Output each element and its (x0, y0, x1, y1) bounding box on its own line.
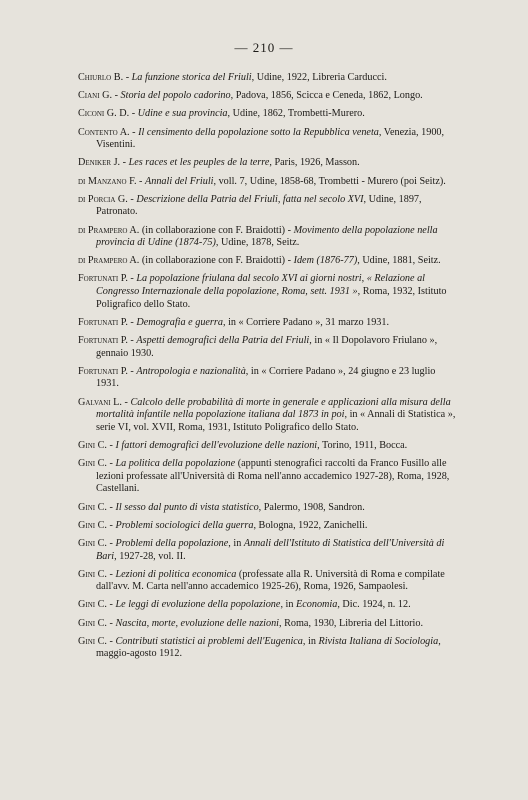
entry-source-title: Economia (296, 599, 338, 611)
entry-author: Deniker J. (78, 157, 121, 169)
page-number: — 210 — (234, 40, 294, 55)
bibliography-entry: Gini C. - Nascita, morte, evoluzione delle nazioni, Roma, 1930, Libreria del Littorio. (78, 617, 424, 629)
bibliography-entry: Gini C. - Il sesso dal punto di vista statistico, Palermo, 1908, Sandron. (78, 501, 365, 513)
entry-details: , in « Corriere Padano », 31 marzo 1931. (222, 316, 390, 328)
bibliography-list (78, 72, 456, 667)
entry-author: di Prampero A. (78, 255, 140, 267)
entry-details: , Paris, 1926, Masson. (269, 157, 360, 169)
entry-details: , in « Corriere Padano », 24 giugno e 23 luglio 1931. (96, 365, 436, 390)
bibliography-entry: Gini C. - Contributi statistici ai problemi dell'Eugenica, in Rivista Italiana di Sociologia, maggio-agosto 1912. (78, 635, 441, 660)
entry-author: Ciconi G. D. (78, 108, 130, 120)
bibliography-entry: Fortunati P. - La popolazione friulana dal secolo XVI ai giorni nostri, « Relazione al Congresso Internazionale della popolazione, Roma, sett. 1931 », Roma, 1932, Istituto Poligrafico dello Stato. (78, 273, 447, 310)
entry-title: Contributi statistici ai problemi dell'Eugenica (115, 635, 303, 647)
entry-title: Calcolo delle probabilità di morte in generale e applicazioni alla misura della mortalità infantile nella popolazione italiana dal 1873 in poi (96, 396, 451, 421)
bibliography-entry: Gini C. - Le leggi di evoluzione della popolazione, in Economia, Dic. 1924, n. 12. (78, 599, 411, 611)
entry-author: Gini C. (78, 501, 107, 513)
entry-title: I fattori demografici dell'evoluzione delle nazioni (115, 439, 318, 451)
entry-title: Lezioni di politica economica (115, 568, 237, 580)
bibliography-entry: Fortunati P. - Demografia e guerra, in « Corriere Padano », 31 marzo 1931. (78, 316, 390, 328)
entry-details: , in (228, 537, 244, 549)
entry-title: Aspetti demografici della Patria del Friuli (136, 335, 310, 347)
entry-details: , Roma, 1932, Istituto Poligrafico dello Stato. (96, 286, 447, 310)
entry-title: Storia del popolo cadorino (120, 90, 231, 102)
entry-title: La popolazione friulana dal secolo XVI ai giorni nostri, « Relazione al Congresso Internazionale della popolazione, Roma, sett. 1931 » (96, 273, 426, 298)
entry-author: Gini C. (78, 458, 107, 470)
bibliography-entry (78, 225, 456, 250)
bibliography-entry: Deniker J. - Les races et les peuples de la terre, Paris, 1926, Masson. (78, 157, 360, 169)
bibliography-entry: Ciani G. - Storia del popolo cadorino, Padova, 1856, Scicca e Ceneda, 1862, Longo. (78, 90, 423, 102)
entry-details: (appunti stenografici raccolti da Franco Fusillo alle lezioni professate all'Università di Roma nell'anno accademico 1927-28), Roma, 1928, Castellani. (96, 458, 450, 495)
bibliography-entry: Galvani L. - Calcolo delle probabilità di morte in generale e applicazioni alla misura della mortalità infantile nella popolazione italiana dal 1873 in poi, in « Annali di Statistica », serie VI, vol. XVII, Roma, 1931, Istituto Poligrafico dello Stato. (78, 396, 456, 433)
bibliography-entry: Gini C. - La politica della popolazione (appunti stenografici raccolti da Franco Fusillo alle lezioni professate all'Università di Roma nell'anno accademico 1927-28), Roma, 1928, Castellani. (78, 458, 450, 495)
entry-details: , Padova, 1856, Scicca e Ceneda, 1862, Longo. (230, 90, 423, 102)
entry-author: Fortunati P. (78, 365, 128, 377)
entry-author: Gini C. (78, 599, 107, 611)
entry-title: Idem (1876-77) (293, 255, 358, 267)
entry-title: Demografia e guerra (136, 316, 223, 328)
bibliography-entry: Fortunati P. - Aspetti demografici della Patria del Friuli, in « Il Dopolavoro Friulano », gennaio 1930. (78, 335, 438, 359)
entry-title: Descrizione della Patria del Friuli, fatta nel secolo XVI (136, 193, 364, 205)
entry-source-details: , 1927-28, vol. II. (114, 550, 186, 562)
entry-author: di Porcia G. (78, 193, 128, 205)
entry-title: Les races et les peuples de la terre (128, 157, 270, 169)
entry-note: (in collaborazione con F. Braidotti) - (139, 224, 294, 236)
bibliography-entry: di Porcia G. - Descrizione della Patria del Friuli, fatta nel secolo XVI, Udine, 1897, Patronato. (78, 193, 422, 218)
entry-details: , Udine, 1881, Seitz. (357, 255, 441, 267)
entry-source-details: , maggio-agosto 1912. (96, 635, 441, 660)
entry-author: Fortunati P. (78, 335, 128, 347)
bibliography-entry: Fortunati P. - Antropologia e nazionalità, in « Corriere Padano », 24 giugno e 23 luglio 1931. (78, 365, 436, 390)
entry-details: , Udine, 1897, Patronato. (96, 193, 422, 218)
entry-title: Movimento della popolazione nella provincia di Udine (1874-75) (96, 224, 438, 249)
entry-author: Contento A. (78, 126, 130, 138)
bibliography-entry: Gini C. - I fattori demografici dell'evoluzione delle nazioni, Torino, 1911, Bocca. (78, 439, 408, 451)
entry-details: , Bologna, 1922, Zanichelli. (253, 519, 368, 531)
entry-source-title: Annali dell'Istituto di Statistica dell'Università di Bari (96, 537, 445, 562)
entry-author: di Manzano F. (78, 175, 137, 187)
entry-title: Nascita, morte, evoluzione delle nazioni (115, 617, 280, 629)
entry-author: Fortunati P. (78, 273, 128, 285)
bibliography-entry: Ciconi G. D. - Udine e sua provincia, Udine, 1862, Trombetti-Murero. (78, 108, 365, 120)
entry-author: Chiurlo B. (78, 72, 124, 83)
entry-details: , in (280, 599, 297, 611)
entry-details: , in « Il Dopolavoro Friulano », gennaio 1930. (96, 335, 438, 359)
entry-author: di Prampero A. (78, 224, 140, 236)
entry-title: Annali del Friuli (145, 175, 214, 187)
entry-author: Gini C. (78, 617, 107, 629)
entry-title: Le leggi di evoluzione della popolazione (115, 599, 281, 611)
entry-source-details: , Dic. 1924, n. 12. (337, 599, 411, 611)
bibliography-entry (78, 255, 456, 268)
entry-details: (professate alla R. Università di Roma e compilate dall'avv. M. Carta nell'anno accademico 1925-26), Roma, 1926, Sampaolesi. (96, 568, 445, 593)
entry-title: Il censimento della popolazione sotto la Repubblica veneta (138, 126, 379, 138)
entry-title: La politica della popolazione (115, 458, 236, 470)
entry-author: Gini C. (78, 519, 107, 531)
bibliography-entry: di Manzano F. - Annali del Friuli, voll. 7, Udine, 1858-68, Trombetti - Murero (poi Seitz). (78, 175, 446, 187)
entry-title: Problemi della popolazione (115, 537, 229, 549)
bibliography-entry: Gini C. - Lezioni di politica economica (professate alla R. Università di Roma e compilate dall'avv. M. Carta nell'anno accademico 1925-26), Roma, 1926, Sampaolesi. (78, 568, 445, 593)
entry-details: , voll. 7, Udine, 1858-68, Trombetti - Murero (poi Seitz). (213, 175, 446, 187)
entry-details: , Udine, 1922, Libreria Carducci. (251, 72, 387, 83)
bibliography-entry: Contento A. - Il censimento della popolazione sotto la Repubblica veneta, Venezia, 1900, Visentini. (78, 126, 445, 151)
entry-details: , Palermo, 1908, Sandron. (258, 501, 365, 513)
entry-author: Gini C. (78, 537, 107, 549)
entry-title: La funzione storica del Friuli (131, 72, 252, 83)
entry-author: Gini C. (78, 439, 107, 451)
entry-author: Galvani L. (78, 396, 122, 408)
entry-details: , Udine, 1878, Seitz. (215, 237, 300, 249)
entry-title: Udine e sua provincia (137, 108, 228, 120)
entry-note: (in collaborazione con F. Braidotti) - (139, 255, 294, 267)
entry-title: Il sesso dal punto di vista statistico (115, 501, 259, 513)
entry-details: , in « Annali di Statistica », serie VI, vol. XVII, Roma, 1931, Istituto Poligrafico dello Stato. (96, 409, 456, 433)
entry-author: Gini C. (78, 635, 107, 647)
entry-details: , Roma, 1930, Libreria del Littorio. (279, 617, 424, 629)
bibliography-entry: Gini C. - Problemi della popolazione, in Annali dell'Istituto di Statistica dell'Università di Bari, 1927-28, vol. II. (78, 537, 445, 562)
entry-details: , Venezia, 1900, Visentini. (96, 126, 445, 151)
entry-details: , in (302, 635, 319, 647)
entry-author: Fortunati P. (78, 316, 128, 328)
entry-title: Antropologia e nazionalità (136, 365, 246, 377)
entry-source-title: Rivista Italiana di Sociologia (318, 635, 439, 647)
entry-details: , Udine, 1862, Trombetti-Murero. (227, 108, 365, 120)
entry-details: , Torino, 1911, Bocca. (317, 439, 408, 451)
entry-title: Problemi sociologici della guerra (115, 519, 254, 531)
bibliography-entry: Chiurlo B. - La funzione storica del Friuli, Udine, 1922, Libreria Carducci. (78, 72, 387, 83)
bibliography-entry: Gini C. - Problemi sociologici della guerra, Bologna, 1922, Zanichelli. (78, 519, 368, 531)
entry-author: Ciani G. (78, 90, 113, 102)
entry-author: Gini C. (78, 568, 107, 580)
